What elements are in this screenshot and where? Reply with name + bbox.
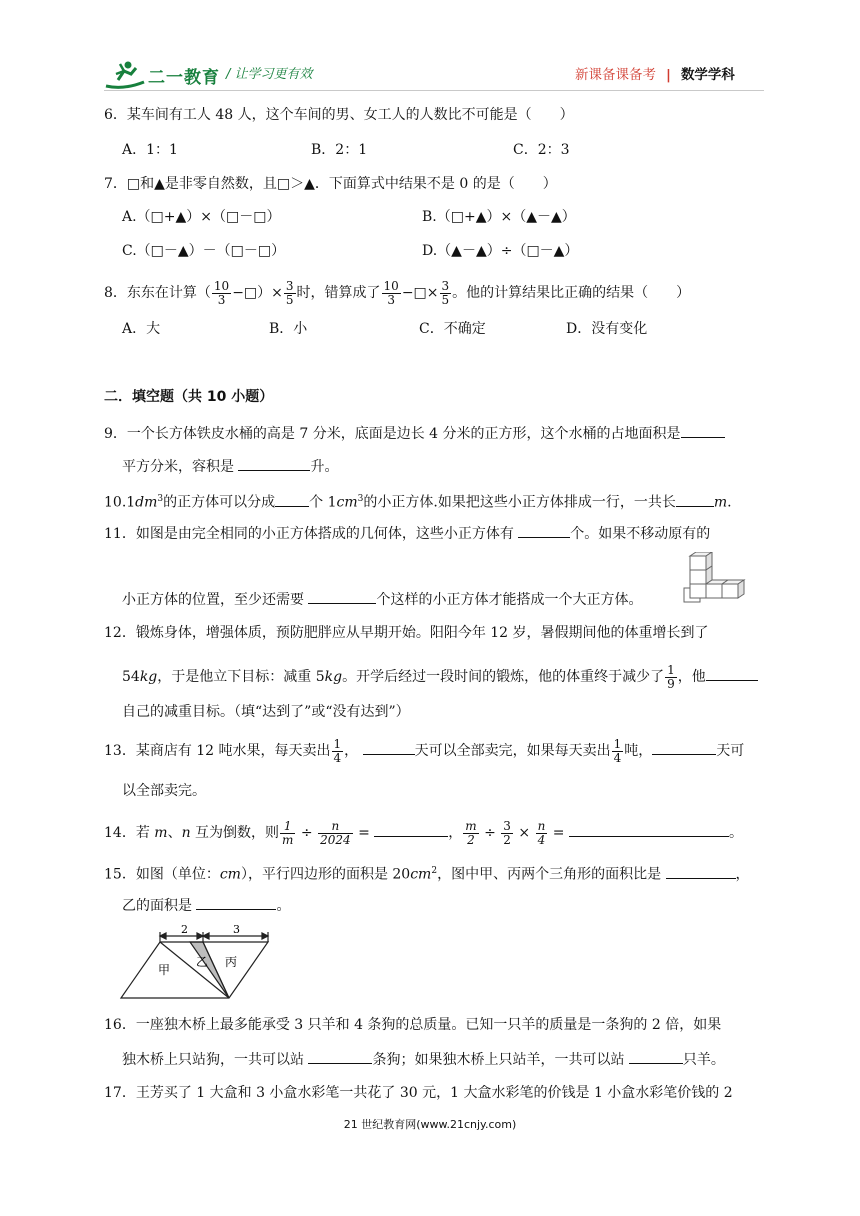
- q8-option-a: A．大: [122, 321, 161, 337]
- q8-frac-4-den: 5: [441, 292, 450, 307]
- q14-op-2: ÷: [484, 825, 496, 841]
- q14-eq-2: =: [552, 825, 565, 841]
- q14-text-4: ，: [448, 825, 463, 841]
- q14-frac-5-den: 4: [537, 832, 546, 847]
- q8-frac-1: [212, 280, 231, 307]
- q12-frac-num: 1: [667, 662, 675, 677]
- q14-text-3: 互为倒数，则: [195, 825, 280, 841]
- q8-option-b: B．小: [269, 321, 308, 337]
- q8-frac-2-den: 5: [285, 292, 294, 307]
- q8-frac-2: [284, 280, 296, 307]
- q16-text-3: 只羊。: [682, 1052, 725, 1068]
- q14-line: [104, 816, 743, 850]
- q10-text-1: 10.1: [104, 494, 136, 511]
- q8-frac-2-num: 3: [285, 278, 294, 293]
- q14-frac-1-den: m: [282, 832, 294, 847]
- q12-unit-1: kg: [139, 669, 158, 685]
- q14-frac-2: [318, 820, 353, 847]
- label-jia: 甲: [158, 963, 171, 977]
- q11-line-1: [104, 524, 710, 543]
- q14-frac-4-num: 3: [503, 818, 511, 833]
- q12-frac: [665, 664, 677, 691]
- q6-option-c: C．2：3: [513, 142, 570, 158]
- q10-text-4: 的小正方体.如果把这些小正方体排成一行，一共长: [363, 494, 676, 511]
- q12-line-1: 12．锻炼身体，增强体质，预防肥胖应从早期开始。阳阳今年 12 岁，暑假期间他的体重增长到了: [104, 625, 709, 641]
- q13-text-5: 天可: [716, 743, 745, 759]
- q13-text-3: 天可以全部卖完，如果每天卖出: [414, 743, 611, 759]
- q7-stem: 7．□和▲是非零自然数，且□＞▲．下面算式中结果不是 0 的是（ ）: [104, 176, 557, 192]
- q8-frac-3: [382, 280, 401, 307]
- q11-text-2: 个。如果不移动原有的: [570, 526, 711, 542]
- label-yi: 乙: [196, 955, 209, 969]
- q10-unit-3: m: [713, 494, 728, 511]
- q10-unit-2: cm: [336, 494, 358, 511]
- q15-line-1: [104, 862, 750, 884]
- header-course: 新课备课备考: [575, 67, 656, 83]
- q13-blank-1: [363, 741, 415, 755]
- section-title: 二．填空题（共 10 小题）: [104, 389, 274, 405]
- q14-frac-2-num: n: [318, 820, 353, 834]
- q14-var-m: m: [154, 825, 168, 841]
- q14-op-3: ×: [518, 825, 531, 841]
- q14-var-n: n: [181, 825, 191, 841]
- q12-frac-den: 9: [667, 676, 675, 691]
- q9-line-2: [122, 457, 338, 476]
- cube-figure: [680, 552, 756, 608]
- q10-line: [104, 490, 732, 512]
- q13-frac-2: [612, 738, 624, 765]
- q14-text-1: 14．若: [104, 825, 150, 841]
- q13-text-4: 吨，: [624, 743, 653, 759]
- q10-exp-2: 3: [357, 494, 364, 504]
- q14-op-1: ÷: [300, 825, 313, 841]
- q9-blank-2: [238, 457, 310, 471]
- q15-unit-1: cm: [219, 866, 241, 883]
- q12-text-1: 54: [122, 669, 140, 685]
- q10-text-2: 的正方体可以分成: [163, 494, 276, 511]
- q14-frac-4-den: 2: [503, 832, 511, 847]
- q11-blank-2: [308, 590, 376, 604]
- dim-label-2: 2: [181, 923, 188, 936]
- slogan: / 让学习更有效: [226, 67, 313, 82]
- header-subject-name: 数学学科: [680, 67, 735, 83]
- q7-option-a: A.（□+▲）×（□－□）: [122, 209, 281, 225]
- q14-frac-3-num: m: [465, 818, 477, 833]
- q8-text-2: −□）×: [232, 285, 283, 301]
- q9-text-3: 升。: [310, 459, 339, 475]
- q10-unit-1: dm: [135, 494, 158, 511]
- q10-blank-1: [275, 493, 309, 507]
- q9-blank-1: [681, 424, 725, 438]
- q8-text-1: 8．东东在计算（: [104, 285, 211, 301]
- q8-stem: [104, 278, 690, 308]
- q7-option-c: C.（□－▲）－（□－□）: [122, 243, 286, 259]
- q12-text-4: ，他: [677, 669, 706, 685]
- q13-line-1: [104, 736, 744, 766]
- q11-text-1: 11．如图是由完全相同的小正方体搭成的几何体，这些小正方体有: [104, 526, 514, 542]
- q14-frac-1-num: 1: [280, 820, 295, 834]
- q11-text-4: 个这样的小正方体才能搭成一个大正方体。: [376, 592, 643, 608]
- page-header: [0, 0, 860, 100]
- q16-blank-1: [308, 1050, 372, 1064]
- q14-frac-3: [463, 820, 478, 847]
- q11-line-2: [122, 590, 642, 609]
- q13-frac-2-den: 4: [613, 750, 622, 765]
- q7-option-b: B.（□+▲）×（▲－▲）: [422, 209, 576, 225]
- q10-text-5: .: [727, 494, 732, 511]
- q15-blank-2: [196, 896, 276, 910]
- q8-text-5: 。他的计算结果比正确的结果（ ）: [452, 285, 691, 301]
- q14-text-5: 。: [728, 825, 743, 841]
- q15-text-4: ，: [735, 866, 750, 883]
- header-separator: |: [666, 67, 671, 83]
- page-footer: 21 世纪教育网(www.21cnjy.com): [343, 1118, 517, 1131]
- parallelogram-figure: [118, 922, 298, 1002]
- q14-frac-5: [536, 820, 548, 847]
- q13-text-2: ，: [344, 743, 359, 759]
- q8-frac-4-num: 3: [441, 278, 450, 293]
- q9-text-2: 平方分米，容积是: [122, 459, 234, 475]
- q13-frac-1-num: 1: [333, 736, 342, 751]
- q6-option-a: A．1：1: [122, 142, 178, 158]
- q8-text-3: 时，错算成了: [296, 285, 381, 301]
- q13-text-1: 13．某商店有 12 吨水果，每天卖出: [104, 743, 331, 759]
- q13-frac-2-num: 1: [613, 736, 622, 751]
- q8-option-d: D．没有变化: [566, 321, 648, 337]
- q11-text-3: 小正方体的位置，至少还需要: [122, 592, 304, 608]
- q7-option-d: D.（▲－▲）÷（□－▲）: [422, 243, 579, 259]
- q8-frac-3-num: 10: [383, 278, 399, 293]
- q15-unit-2: cm: [410, 866, 432, 883]
- q14-text-2: 、: [167, 825, 182, 841]
- q17-line-1: 17．王芳买了 1 大盒和 3 小盒水彩笔一共花了 30 元，1 大盒水彩笔的价钱是 1 小盒水彩笔价钱的 2: [104, 1085, 733, 1101]
- q16-line-1: 16．一座独木桥上最多能承受 3 只羊和 4 条狗的总质量。已知一只羊的质量是一条狗的 2 倍，如果: [104, 1017, 722, 1033]
- dim-label-3: 3: [233, 923, 240, 936]
- q15-text-6: 。: [276, 898, 291, 914]
- q16-line-2: [122, 1050, 725, 1069]
- q10-blank-2: [676, 493, 714, 507]
- q12-line-2: [122, 662, 758, 692]
- q8-frac-3-den: 3: [387, 292, 395, 307]
- q16-text-2: 条狗；如果独木桥上只站羊，一共可以站: [372, 1052, 625, 1068]
- header-divider: [104, 90, 764, 91]
- q12-blank: [706, 667, 758, 681]
- q8-option-c: C．不确定: [419, 321, 486, 337]
- q13-blank-2: [652, 741, 716, 755]
- q14-blank-2: [569, 823, 729, 837]
- q14-blank-1: [374, 823, 448, 837]
- q14-frac-5-num: n: [537, 818, 546, 833]
- q13-frac-1: [332, 738, 344, 765]
- q9-line-1: [104, 424, 725, 443]
- q10-text-3: 个 1: [309, 494, 337, 511]
- q16-blank-2: [629, 1050, 683, 1064]
- q15-text-2: ），平行四边形的面积是 20: [240, 866, 411, 883]
- q15-text-5: 乙的面积是: [122, 898, 192, 914]
- q6-stem: 6．某车间有工人 48 人，这个车间的男、女工人的人数比不可能是（ ）: [104, 107, 574, 123]
- q12-text-2: ，于是他立下目标：减重 5: [157, 669, 325, 685]
- q10-exp-1: 3: [157, 494, 164, 504]
- q15-text-1: 15．如图（单位：: [104, 866, 220, 883]
- q14-frac-1: [280, 820, 295, 847]
- q12-unit-2: kg: [324, 669, 343, 685]
- q13-line-2: 以全部卖完。: [122, 783, 206, 799]
- logo-text: 二一教育: [148, 68, 220, 88]
- q8-frac-1-den: 3: [217, 292, 226, 307]
- q15-line-2: [122, 896, 290, 915]
- q13-frac-1-den: 4: [333, 750, 342, 765]
- q15-text-3: ，图中甲、丙两个三角形的面积比是: [437, 866, 662, 883]
- label-bing: 丙: [225, 955, 238, 969]
- q14-frac-4: [501, 820, 513, 847]
- q12-text-3: 。开学后经过一段时间的锻炼，他的体重终于减少了: [342, 669, 665, 685]
- q8-frac-4: [440, 280, 452, 307]
- q11-blank-1: [518, 524, 570, 538]
- q14-frac-3-den: 2: [467, 832, 475, 847]
- q16-text-1: 独木桥上只站狗，一共可以站: [122, 1052, 304, 1068]
- q6-option-b: B．2：1: [311, 142, 368, 158]
- q15-blank-1: [666, 865, 736, 879]
- header-subject: [575, 63, 735, 83]
- q15-exp-2: 2: [431, 866, 438, 876]
- q8-text-4: −□×: [401, 285, 439, 301]
- q8-frac-1-num: 10: [213, 278, 230, 293]
- q12-line-3: 自己的减重目标。（填“达到了”或“没有达到”）: [122, 704, 410, 720]
- q14-frac-2-den: 2024: [320, 832, 351, 847]
- q9-text-1: 9．一个长方体铁皮水桶的高是 7 分米，底面是边长 4 分米的正方形，这个水桶的占地面积是: [104, 426, 681, 442]
- q14-eq-1: =: [358, 825, 370, 841]
